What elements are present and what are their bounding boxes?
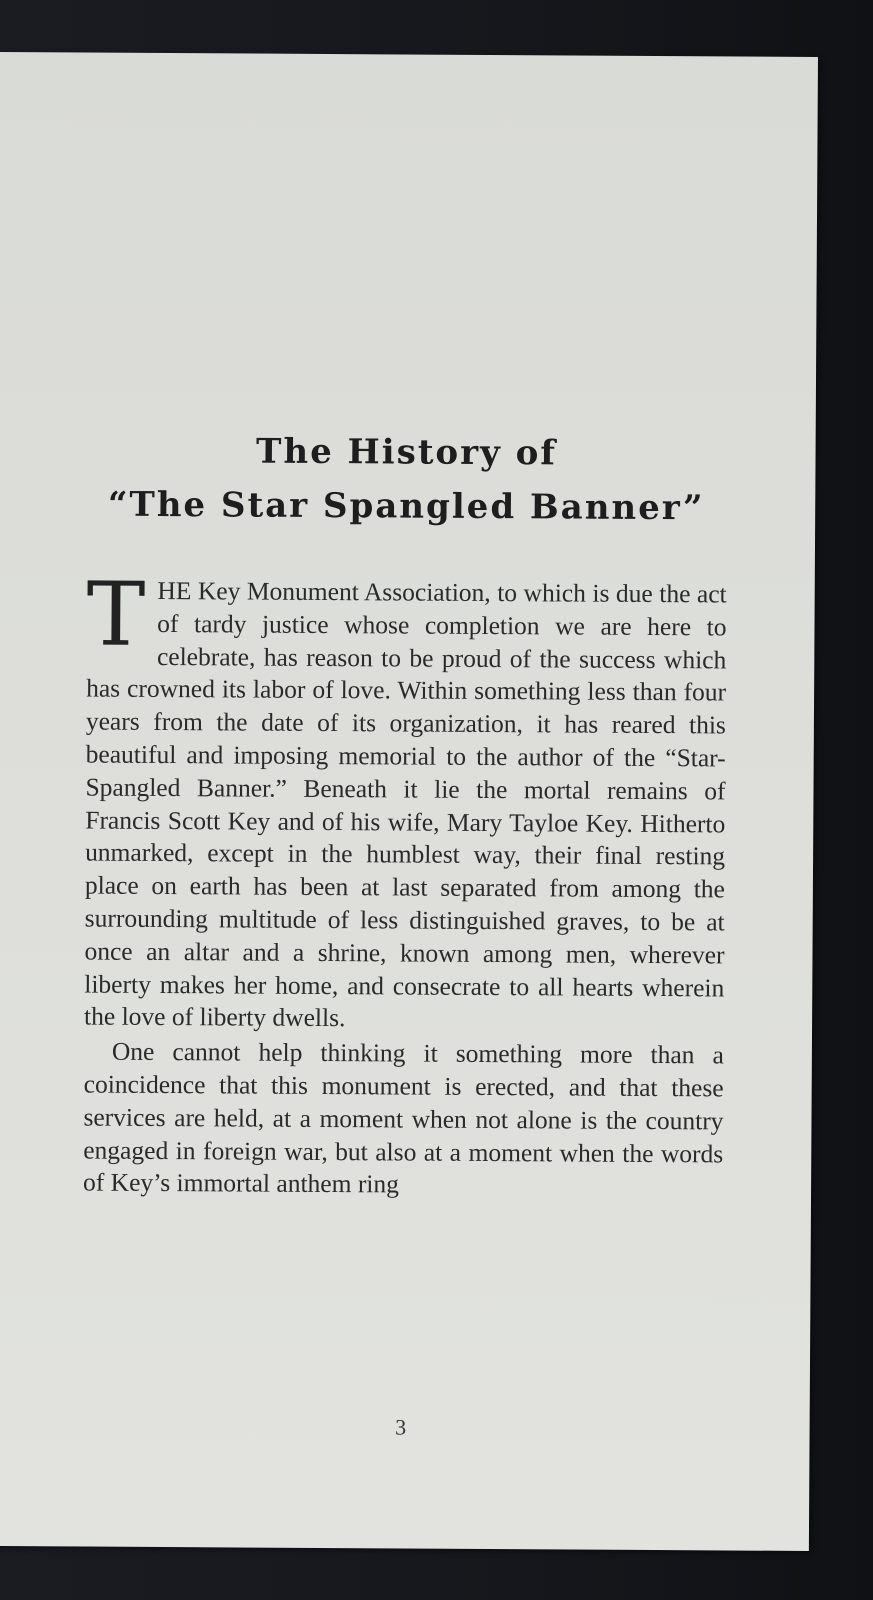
book-page — [0, 52, 818, 1551]
title-line-2: “The Star Spangled Banner” — [107, 484, 705, 529]
title-line-1: The History of — [256, 431, 558, 474]
paragraph-2: One cannot help thinking it something more than a coincidence that this monument is erected, and that these services are held, at a moment when not alone is the country engaged in foreign war, but also at a moment when the words of Key’s immortal anthem ring — [83, 1036, 724, 1199]
body-text — [83, 562, 727, 1204]
drop-cap-letter: T — [86, 562, 146, 666]
page-number: 3 — [395, 1414, 407, 1440]
paragraph-1 — [84, 562, 727, 1038]
paragraph-1-text: HE Key Monument Association, to which is due the act of tardy justice whose completion we are here to celebrate, has reason to be proud of the success which has crowned its labor of love. Within something less than four years from the date of its organization, it has reared this beautiful and imposing memorial to the author of the “Star-Spangled Banner.” Beneath it lie the mortal remains of Francis Scott Key and of his wife, Mary Tayloe Key. Hitherto unmarked, except in the humblest way, their final resting place on earth has been at last separated from among the surrounding multitude of less distinguished graves, to be at once an altar and a shrine, known among men, wherever liberty makes her home, and consecrate to all hearts wherein the love of liberty dwells. — [84, 575, 727, 1033]
